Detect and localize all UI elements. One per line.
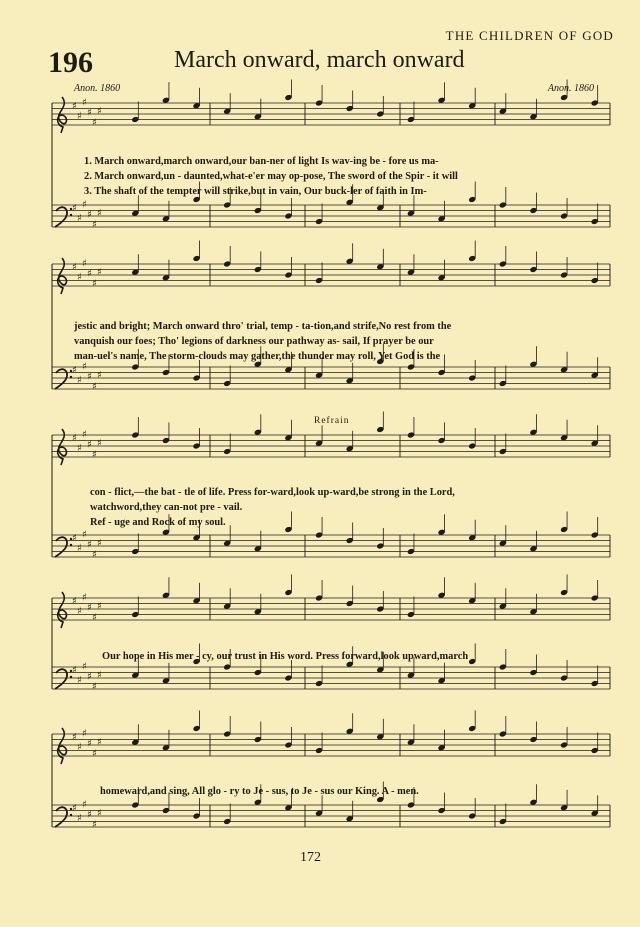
- lyric-line: man-uel's name, The storm-clouds may gather,the thunder may roll, Yet God is the: [74, 351, 441, 362]
- sharp-sign: ♯: [77, 812, 82, 824]
- treble-clef-icon: [58, 592, 67, 628]
- sharp-sign: ♯: [97, 669, 102, 681]
- sharp-sign: ♯: [92, 278, 97, 290]
- sharp-sign: ♯: [72, 665, 77, 676]
- bass-clef-dot: [70, 544, 72, 546]
- hymn-title: March onward, march onward: [174, 47, 465, 73]
- sharp-sign: ♯: [92, 381, 97, 393]
- treble-clef-icon: [58, 429, 67, 465]
- sharp-sign: ♯: [87, 539, 92, 551]
- sharp-sign: ♯: [92, 219, 97, 231]
- sharp-sign: ♯: [77, 374, 82, 386]
- sharp-sign: ♯: [72, 732, 77, 743]
- lyric-line: jestic and bright; March onward thro' trial, temp - ta-tion,and strife,No rest from the: [74, 321, 452, 332]
- page-number: 172: [300, 850, 321, 865]
- sharp-sign: ♯: [82, 429, 87, 441]
- sharp-sign: ♯: [87, 738, 92, 750]
- sharp-sign: ♯: [77, 271, 82, 283]
- sharp-sign: ♯: [72, 101, 77, 112]
- sharp-sign: ♯: [92, 117, 97, 129]
- bass-clef-dot: [70, 814, 72, 816]
- music-credit: Anon. 1860: [547, 83, 594, 94]
- sharp-sign: ♯: [82, 361, 87, 373]
- lyric-line: Our hope in His mer - cy, our trust in His word. Press forward,look upward,march: [102, 651, 469, 662]
- sharp-sign: ♯: [72, 203, 77, 214]
- bass-clef-dot: [70, 376, 72, 378]
- sharp-sign: ♯: [97, 105, 102, 117]
- sharp-sign: ♯: [72, 596, 77, 607]
- refrain-label: Refrain: [314, 416, 350, 426]
- sharp-sign: ♯: [77, 605, 82, 617]
- sharp-sign: ♯: [92, 449, 97, 461]
- sharp-sign: ♯: [82, 199, 87, 211]
- lyric-line: 2. March onward,un - daunted,what-e'er may op-pose, The sword of the Spir - it will: [84, 171, 458, 182]
- sharp-sign: ♯: [97, 266, 102, 278]
- sharp-sign: ♯: [77, 741, 82, 753]
- sharp-sign: ♯: [97, 807, 102, 819]
- treble-clef-icon: [58, 97, 67, 133]
- sharp-sign: ♯: [97, 437, 102, 449]
- sharp-sign: ♯: [82, 97, 87, 109]
- lyric-line: vanquish our foes; Tho' legions of darkness our pathway as- sail, If prayer be our: [74, 336, 434, 347]
- sharp-sign: ♯: [92, 549, 97, 561]
- sharp-sign: ♯: [97, 736, 102, 748]
- sharp-sign: ♯: [92, 612, 97, 624]
- treble-clef-icon: [58, 728, 67, 764]
- sharp-sign: ♯: [82, 258, 87, 270]
- sharp-sign: ♯: [82, 728, 87, 740]
- sharp-sign: ♯: [87, 107, 92, 119]
- sharp-sign: ♯: [87, 809, 92, 821]
- sharp-sign: ♯: [77, 442, 82, 454]
- sharp-sign: ♯: [87, 209, 92, 221]
- treble-clef-icon: [58, 258, 67, 294]
- sharp-sign: ♯: [77, 110, 82, 122]
- sharp-sign: ♯: [97, 537, 102, 549]
- hymn-number: 196: [48, 46, 93, 79]
- bass-clef-dot: [70, 214, 72, 216]
- bass-clef-dot: [70, 676, 72, 678]
- sharp-sign: ♯: [77, 212, 82, 224]
- sharp-sign: ♯: [82, 592, 87, 604]
- sharp-sign: ♯: [92, 681, 97, 693]
- sharp-sign: ♯: [72, 803, 77, 814]
- sharp-sign: ♯: [72, 433, 77, 444]
- lyric-line: 3. The shaft of the tempter will strike,but in vain, Our buck-ler of faith in Im-: [84, 186, 427, 197]
- sharp-sign: ♯: [92, 748, 97, 760]
- sharp-sign: ♯: [72, 365, 77, 376]
- sharp-sign: ♯: [77, 542, 82, 554]
- sharp-sign: ♯: [72, 262, 77, 273]
- sharp-sign: ♯: [87, 268, 92, 280]
- sharp-sign: ♯: [72, 533, 77, 544]
- words-credit: Anon. 1860: [74, 83, 121, 94]
- section-header: THE CHILDREN OF GOD: [445, 28, 614, 43]
- sharp-sign: ♯: [82, 529, 87, 541]
- lyric-line: Ref - uge and Rock of my soul.: [90, 517, 226, 528]
- lyric-line: homeward,and sing, All glo - ry to Je - sus, to Je - sus our King. A - men.: [100, 786, 419, 797]
- sharp-sign: ♯: [82, 661, 87, 673]
- sharp-sign: ♯: [87, 371, 92, 383]
- sharp-sign: ♯: [82, 799, 87, 811]
- sharp-sign: ♯: [87, 671, 92, 683]
- sharp-sign: ♯: [92, 819, 97, 831]
- sharp-sign: ♯: [97, 207, 102, 219]
- sharp-sign: ♯: [77, 674, 82, 686]
- sharp-sign: ♯: [97, 369, 102, 381]
- sharp-sign: ♯: [97, 600, 102, 612]
- sharp-sign: ♯: [87, 602, 92, 614]
- lyric-line: watchword,they can-not pre - vail.: [90, 502, 243, 513]
- lyric-line: con - flict,—the bat - tle of life. Press for-ward,look up-ward,be strong in the Lord,: [90, 487, 455, 498]
- sharp-sign: ♯: [87, 439, 92, 451]
- lyric-line: 1. March onward,march onward,our ban-ner of light Is wav-ing be - fore us ma-: [84, 156, 439, 167]
